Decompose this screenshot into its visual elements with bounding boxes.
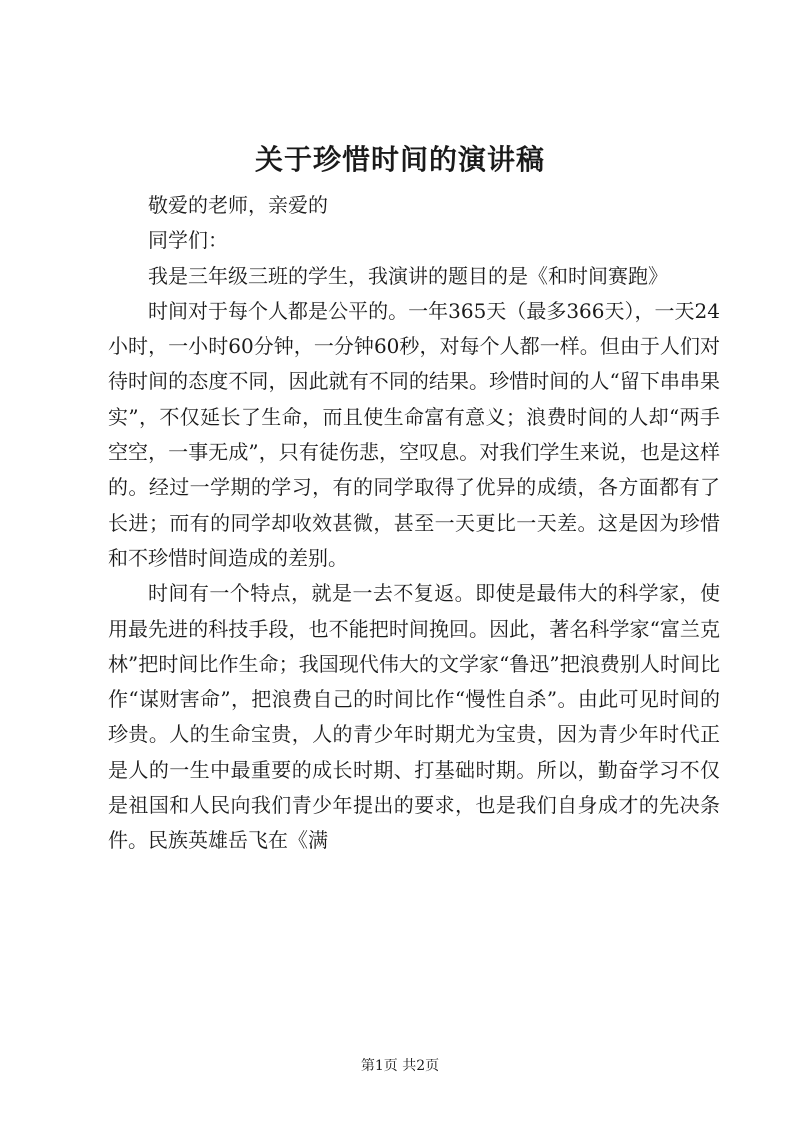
document-title: 关于珍惜时间的演讲稿	[254, 143, 545, 176]
paragraph-intro: 我是三年级三班的学生，我演讲的题目的是《和时间赛跑》	[148, 263, 668, 288]
paragraph-body-2: 时间有一个特点，就是一去不复返。即使是最伟大的科学家，使用最先进的科技手段，也不能把时间挽回。因此，著名科学家“富兰克林”把时间比作生命；我国现代伟大的文学家“鲁迅”把浪费别人时间比作“谋财害命”，把浪费自己的时间比作“慢性自杀”。由此可见时间的珍贵。人的生命宝贵，人的青少年时期尤为宝贵，因为青少年时代正是人的一生中最重要的成长时期、打基础时期。所以，勤奋学习不仅是祖国和人民向我们青少年提出的要求，也是我们自身成才的先决条件。民族英雄岳飞在《满	[108, 581, 720, 853]
paragraph-body-1: 时间对于每个人都是公平的。一年365天（最多366天），一天24小时，一小时60分钟，一分钟60秒，对每个人都一样。但由于人们对待时间的态度不同，因此就有不同的结果。珍惜时间的人“留下串串果实”，不仅延长了生命，而且使生命富有意义；浪费时间的人却“两手空空，一事无成”，只有徒伤悲，空叹息。对我们学生来说，也是这样的。经过一学期的学习，有的同学取得了优异的成绩，各方面都有了长进；而有的同学却收效甚微，甚至一天更比一天差。这是因为珍惜和不珍惜时间造成的差别。	[108, 298, 720, 570]
paragraph-salutation-cont: 同学们：	[148, 228, 228, 253]
document-body	[108, 188, 720, 859]
paragraph-salutation: 敬爱的老师，亲爱的	[148, 193, 328, 217]
page-footer: 第1页 共2页	[360, 1058, 440, 1074]
